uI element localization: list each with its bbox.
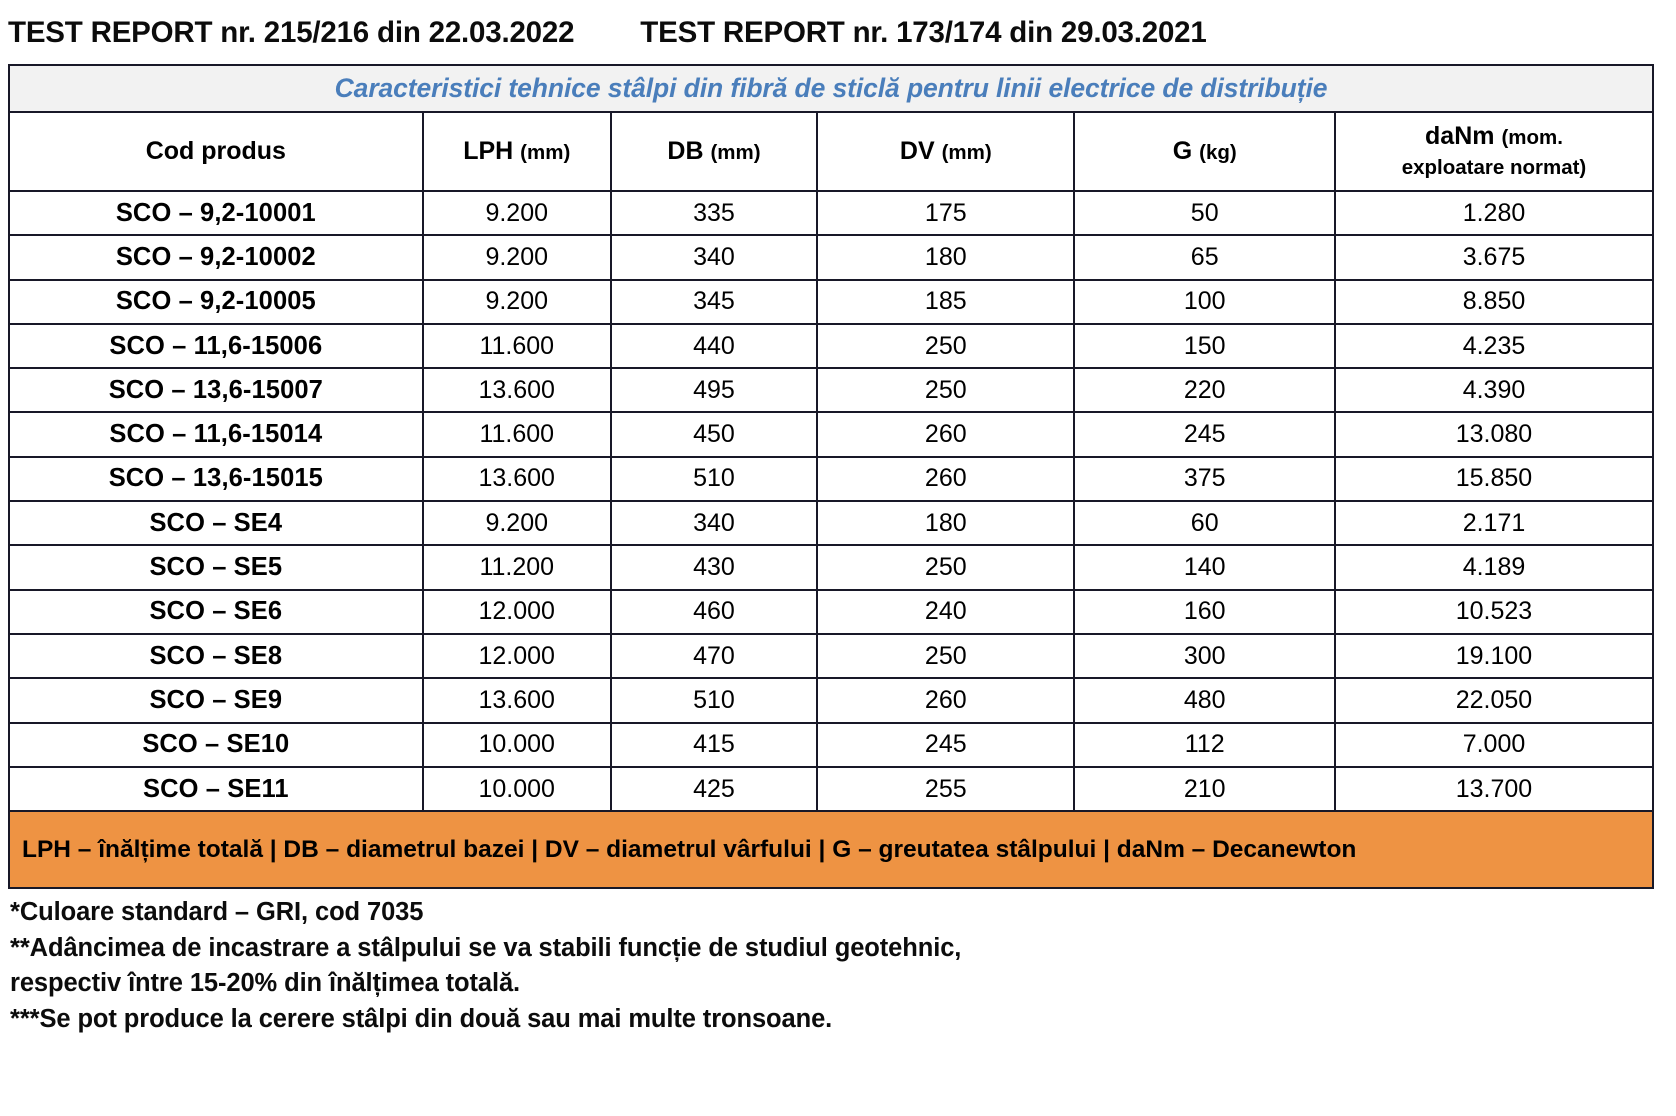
cell-g: 112 (1074, 723, 1335, 767)
column-header-db (611, 112, 817, 191)
abbreviation-legend: LPH – înălțime totală | DB – diametrul bazei | DV – diametrul vârfului | G – greutatea stâlpului | daNm – Decanewton (9, 811, 1653, 888)
cell-cod-produs: SCO – 9,2-10001 (9, 191, 423, 235)
cell-g: 60 (1074, 501, 1335, 545)
cell-danm: 2.171 (1335, 501, 1653, 545)
column-header-dv (817, 112, 1074, 191)
table-row (9, 678, 1653, 722)
table-row (9, 501, 1653, 545)
cell-g: 150 (1074, 324, 1335, 368)
cell-g: 160 (1074, 590, 1335, 634)
column-header-label: DV (899, 136, 935, 165)
cell-lph: 13.600 (423, 457, 611, 501)
column-header-g (1074, 112, 1335, 191)
cell-lph: 10.000 (423, 723, 611, 767)
footnote-2: **Adâncimea de incastrare a stâlpului se va stabili funcție de studiul geotehnic, (10, 933, 962, 962)
cell-danm: 22.050 (1335, 678, 1653, 722)
table-row (9, 767, 1653, 811)
table-row (9, 191, 1653, 235)
cell-g: 100 (1074, 280, 1335, 324)
specifications-table (8, 64, 1654, 889)
column-header-cod-produs (9, 112, 423, 191)
cell-lph: 13.600 (423, 678, 611, 722)
cell-g: 50 (1074, 191, 1335, 235)
cell-cod-produs: SCO – 9,2-10002 (9, 235, 423, 279)
cell-db: 340 (611, 235, 817, 279)
cell-cod-produs: SCO – 13,6-15015 (9, 457, 423, 501)
cell-db: 440 (611, 324, 817, 368)
column-header-label: DB (667, 136, 704, 165)
cell-lph: 11.600 (423, 412, 611, 456)
cell-danm: 4.189 (1335, 545, 1653, 589)
cell-dv: 175 (817, 191, 1074, 235)
column-header-label: G (1172, 136, 1193, 165)
cell-db: 430 (611, 545, 817, 589)
cell-db: 460 (611, 590, 817, 634)
table-row (9, 280, 1653, 324)
cell-db: 345 (611, 280, 817, 324)
cell-db: 415 (611, 723, 817, 767)
cell-dv: 180 (817, 501, 1074, 545)
cell-lph: 11.200 (423, 545, 611, 589)
table-row (9, 545, 1653, 589)
cell-danm: 13.700 (1335, 767, 1653, 811)
cell-lph: 12.000 (423, 590, 611, 634)
cell-dv: 185 (817, 280, 1074, 324)
cell-dv: 180 (817, 235, 1074, 279)
cell-g: 65 (1074, 235, 1335, 279)
table-title: Caracteristici tehnice stâlpi din fibră de sticlă pentru linii electrice de distribuție (9, 65, 1653, 112)
column-header-unit: (mm) (941, 140, 992, 164)
table-title-row (9, 65, 1653, 112)
cell-dv: 250 (817, 324, 1074, 368)
cell-danm: 7.000 (1335, 723, 1653, 767)
cell-lph: 11.600 (423, 324, 611, 368)
report-headings (8, 10, 1668, 56)
table-row (9, 590, 1653, 634)
cell-dv: 260 (817, 678, 1074, 722)
cell-db: 335 (611, 191, 817, 235)
column-header-unit: (mm) (520, 140, 571, 164)
footnote-2-cont: respectiv între 15-20% din înălțimea totală. (10, 969, 521, 998)
column-header-unit-line2: exploatare normat) (1401, 155, 1587, 179)
cell-cod-produs: SCO – 11,6-15006 (9, 324, 423, 368)
cell-db: 425 (611, 767, 817, 811)
cell-danm: 15.850 (1335, 457, 1653, 501)
cell-g: 210 (1074, 767, 1335, 811)
cell-db: 340 (611, 501, 817, 545)
cell-g: 220 (1074, 368, 1335, 412)
cell-g: 245 (1074, 412, 1335, 456)
cell-danm: 3.675 (1335, 235, 1653, 279)
cell-dv: 250 (817, 634, 1074, 678)
cell-db: 470 (611, 634, 817, 678)
cell-cod-produs: SCO – SE10 (9, 723, 423, 767)
cell-dv: 260 (817, 412, 1074, 456)
table-row (9, 324, 1653, 368)
table-row (9, 457, 1653, 501)
table-header-row (9, 112, 1653, 191)
column-header-label: Cod produs (145, 136, 286, 165)
column-header-label: daNm (1425, 122, 1495, 150)
cell-dv: 260 (817, 457, 1074, 501)
test-report-heading-2: TEST REPORT nr. 173/174 din 29.03.2021 (640, 16, 1207, 49)
test-report-heading-1: TEST REPORT nr. 215/216 din 22.03.2022 (8, 16, 575, 49)
footnote-3: ***Se pot produce la cerere stâlpi din două sau mai multe tronsoane. (10, 1005, 833, 1034)
cell-cod-produs: SCO – SE4 (9, 501, 423, 545)
cell-g: 375 (1074, 457, 1335, 501)
cell-danm: 8.850 (1335, 280, 1653, 324)
cell-db: 450 (611, 412, 817, 456)
column-header-unit: (kg) (1199, 140, 1237, 164)
cell-lph: 9.200 (423, 280, 611, 324)
table-row (9, 368, 1653, 412)
cell-lph: 13.600 (423, 368, 611, 412)
cell-g: 480 (1074, 678, 1335, 722)
cell-lph: 9.200 (423, 235, 611, 279)
cell-lph: 10.000 (423, 767, 611, 811)
cell-lph: 9.200 (423, 191, 611, 235)
column-header-danm (1335, 112, 1653, 191)
cell-danm: 19.100 (1335, 634, 1653, 678)
cell-cod-produs: SCO – 9,2-10005 (9, 280, 423, 324)
cell-dv: 255 (817, 767, 1074, 811)
cell-dv: 240 (817, 590, 1074, 634)
cell-cod-produs: SCO – 11,6-15014 (9, 412, 423, 456)
column-header-lph (423, 112, 611, 191)
cell-lph: 9.200 (423, 501, 611, 545)
cell-db: 510 (611, 457, 817, 501)
cell-cod-produs: SCO – SE8 (9, 634, 423, 678)
cell-g: 140 (1074, 545, 1335, 589)
cell-dv: 250 (817, 368, 1074, 412)
cell-cod-produs: SCO – SE11 (9, 767, 423, 811)
cell-cod-produs: SCO – SE9 (9, 678, 423, 722)
footnote-1: *Culoare standard – GRI, cod 7035 (10, 898, 424, 926)
cell-g: 300 (1074, 634, 1335, 678)
cell-danm: 13.080 (1335, 412, 1653, 456)
footnotes (10, 895, 1650, 1038)
cell-danm: 1.280 (1335, 191, 1653, 235)
table-row (9, 634, 1653, 678)
cell-lph: 12.000 (423, 634, 611, 678)
cell-danm: 4.390 (1335, 368, 1653, 412)
cell-db: 495 (611, 368, 817, 412)
cell-dv: 250 (817, 545, 1074, 589)
table-row (9, 723, 1653, 767)
cell-db: 510 (611, 678, 817, 722)
column-header-unit: (mom. (1501, 126, 1563, 149)
cell-cod-produs: SCO – SE6 (9, 590, 423, 634)
cell-cod-produs: SCO – 13,6-15007 (9, 368, 423, 412)
cell-dv: 245 (817, 723, 1074, 767)
spec-table-wrapper (8, 64, 1654, 889)
cell-danm: 10.523 (1335, 590, 1653, 634)
cell-cod-produs: SCO – SE5 (9, 545, 423, 589)
table-legend-row (9, 811, 1653, 888)
table-row (9, 412, 1653, 456)
column-header-unit: (mm) (710, 140, 761, 164)
column-header-label: LPH (463, 136, 514, 165)
table-row (9, 235, 1653, 279)
cell-danm: 4.235 (1335, 324, 1653, 368)
